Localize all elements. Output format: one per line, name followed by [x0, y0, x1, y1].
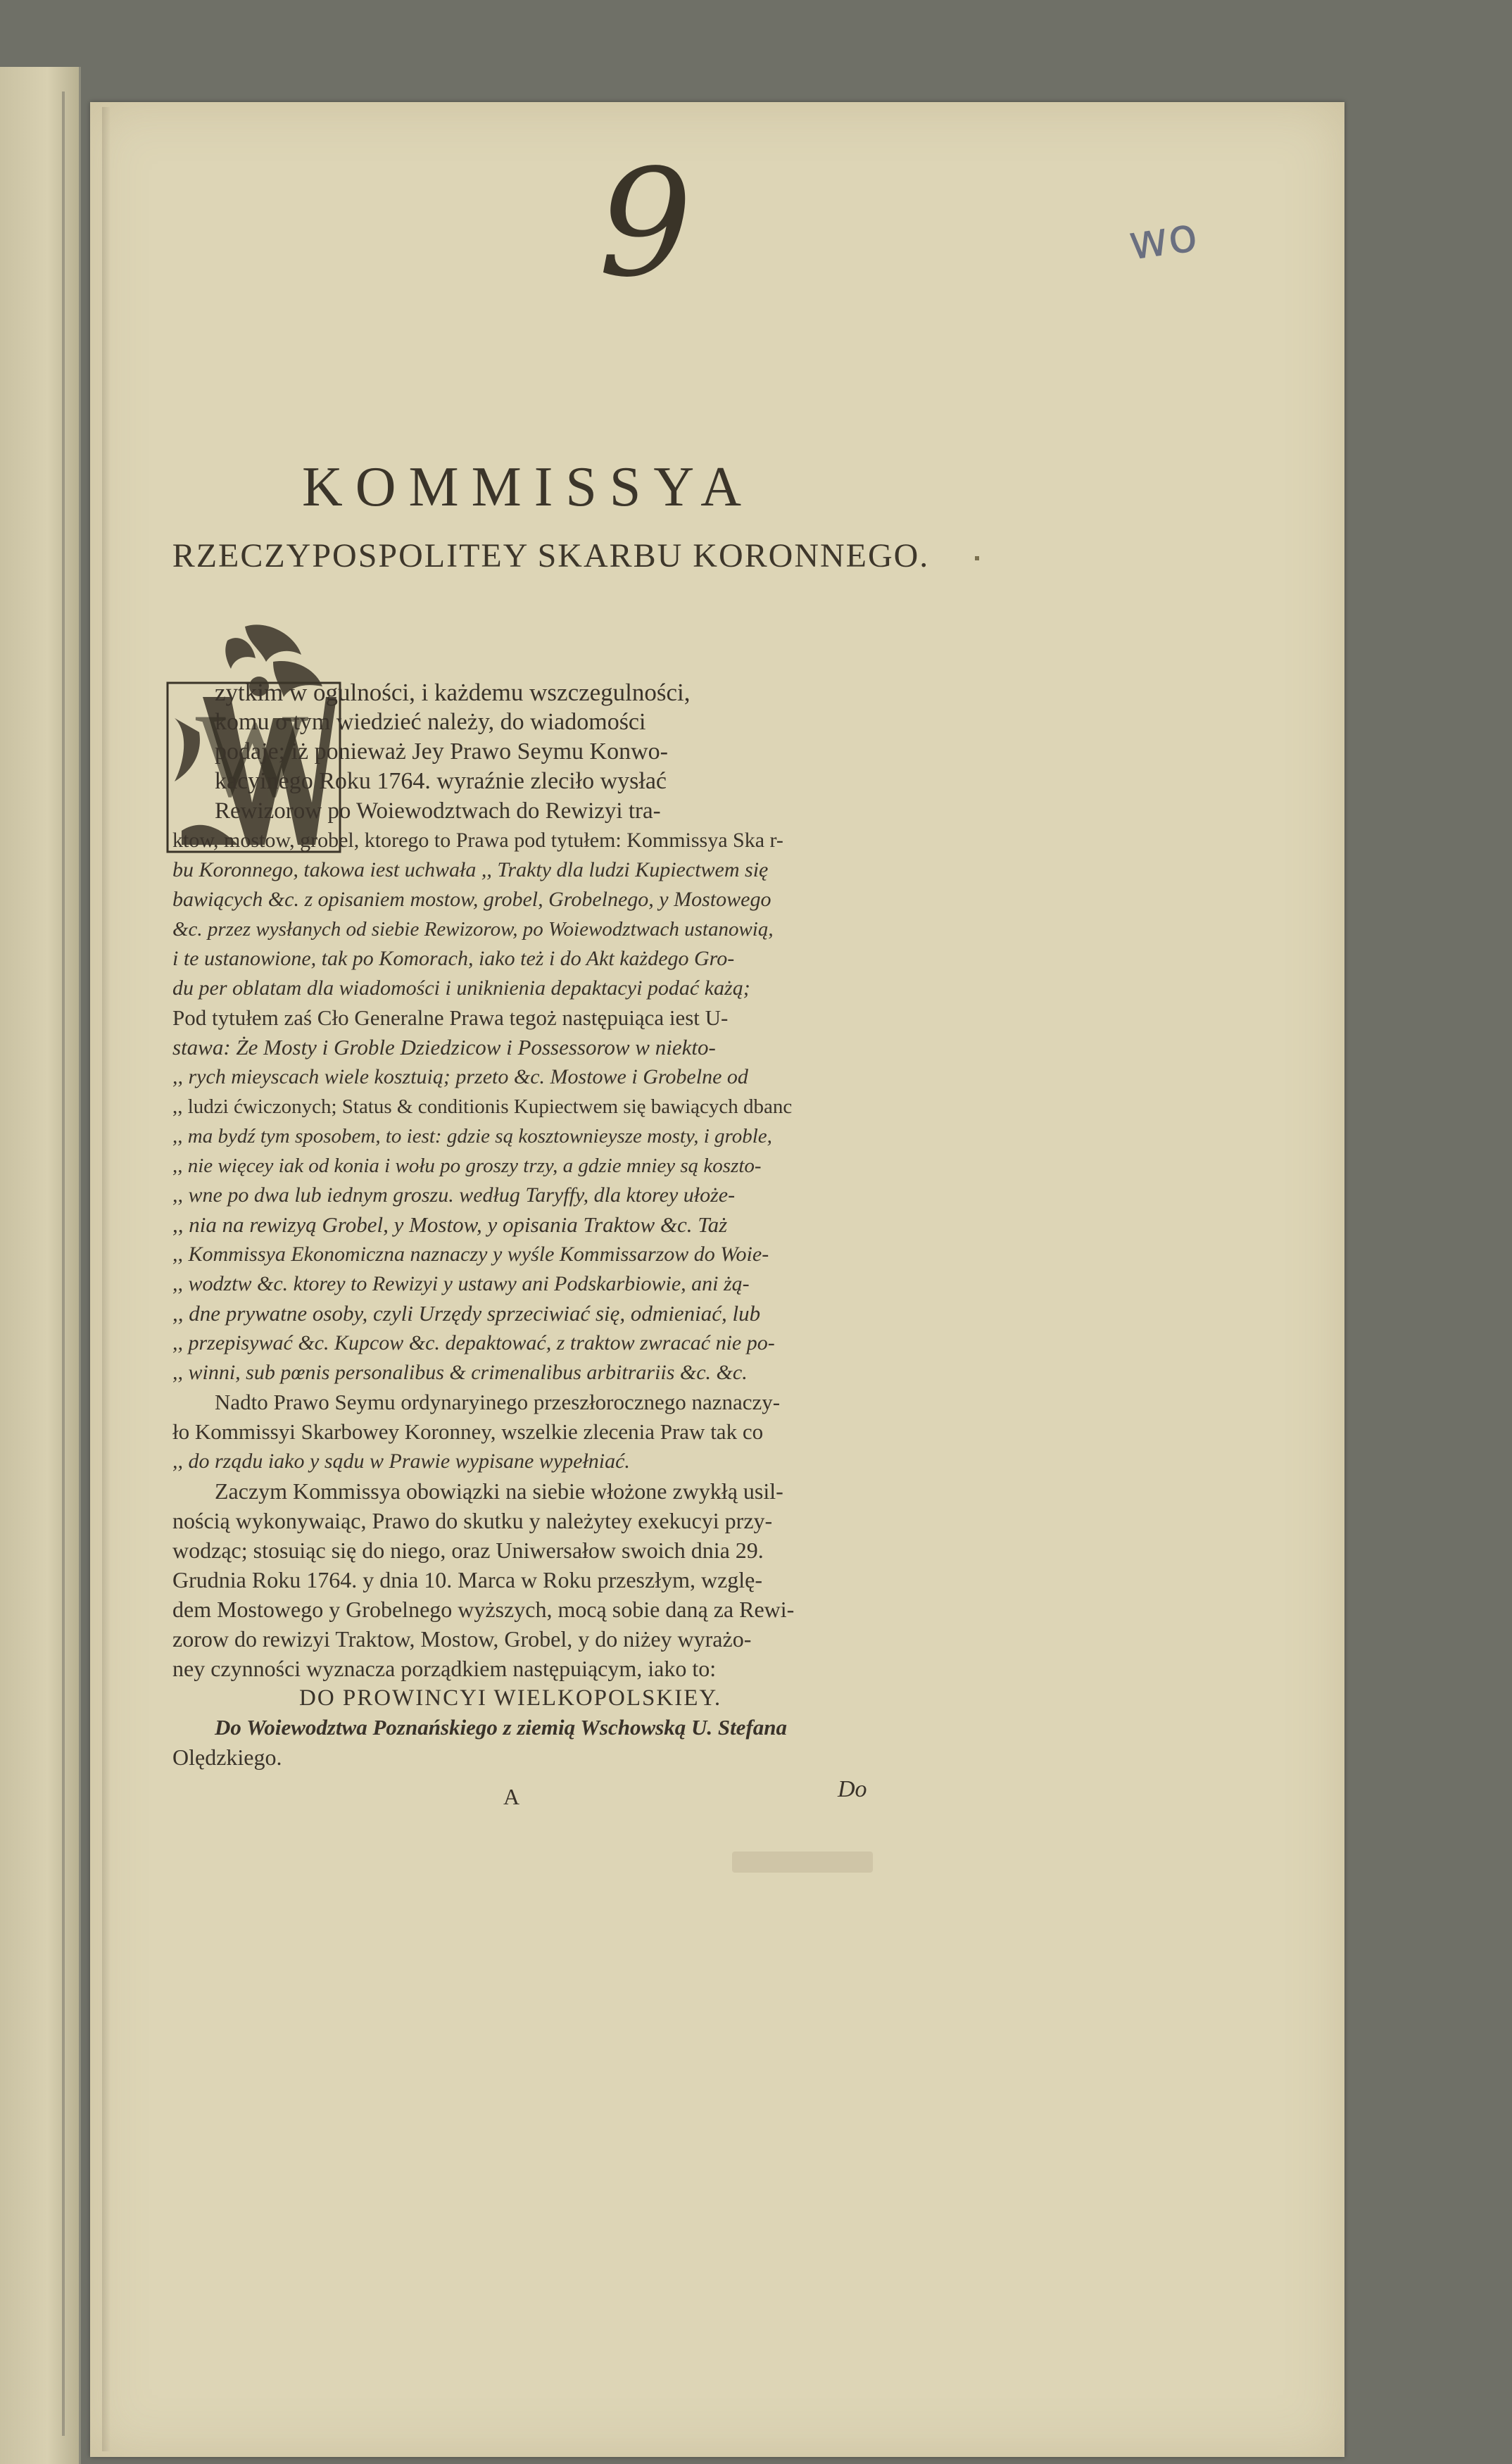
left-page-edge [0, 67, 81, 2464]
text-line: ,, ludzi ćwiczonych; Status & conditionis Kupiectwem się bawiących dbanc [172, 1095, 793, 1118]
left-page-shadow [62, 92, 65, 2436]
text-line: ,, wodztw &c. ktorey to Rewizyi y ustawy ani Podskarbiowie, ani żą- [172, 1272, 750, 1295]
text-line: ney czynności wyznacza porządkiem następuiącym, iako to: [172, 1656, 717, 1681]
text-line: Olędzkiego. [172, 1745, 282, 1770]
document-subtitle: RZECZYPOSPOLITEY SKARBU KORONNEGO. [172, 537, 930, 574]
text-line: bawiących &c. z opisaniem mostow, grobel, Grobelnego, y Mostowego [172, 888, 771, 911]
text-line: ,, wne po dwa lub iednym groszu. według Taryffy, dla ktorey ułoże- [172, 1183, 736, 1207]
text-line: ,, winni, sub pœnis personalibus & crimenalibus arbitrariis &c. &c. [172, 1361, 748, 1384]
text-line: kacyinego Roku 1764. wyraźnie zleciło wysłać [215, 768, 667, 794]
stray-ink-mark [975, 556, 979, 560]
text-line: stawa: Że Mosty i Groble Dziedzicow i Possessorow w niekto- [172, 1035, 716, 1060]
text-line: nością wykonywaiąc, Prawo do skutku y należytey exekucyi przy- [172, 1508, 773, 1533]
document-title: KOMMISSYA [301, 456, 755, 518]
text-line: zorow do rewizyi Traktow, Mostow, Grobel, y do niżey wyrażo- [172, 1626, 752, 1652]
text-line: komu o tym wiedzieć należy, do wiadomości [215, 709, 646, 735]
text-line: Zaczym Kommissya obowiązki na siebie włożone zwykłą usil- [215, 1478, 783, 1504]
manuscript-mark: wo [1125, 206, 1201, 272]
manuscript-page-number: 9 [598, 137, 693, 310]
text-line: ,, nie więcey iak od konia i wołu po groszy trzy, a gdzie mniey są koszto- [172, 1155, 762, 1177]
text-line: wodząc; stosuiąc się do niego, oraz Uniwersałow swoich dnia 29. [172, 1538, 764, 1563]
catchword: Do [838, 1776, 867, 1802]
page-gutter [102, 107, 111, 2451]
initial-letter-text: W [195, 689, 309, 822]
text-line: Nadto Prawo Seymu ordynaryinego przeszłorocznego naznaczy- [215, 1390, 781, 1414]
faint-stamp-trace [732, 1852, 873, 1873]
text-line: Grudnia Roku 1764. y dnia 10. Marca w Roku przeszłym, wzglę- [172, 1567, 763, 1592]
text-line: du per oblatam dla wiadomości i uniknienia depaktacyi podać każą; [172, 976, 750, 1000]
text-line: dem Mostowego y Grobelnego wyższych, mocą sobie daną za Rewi- [172, 1597, 795, 1622]
text-line: bu Koronnego, takowa iest uchwała ,, Trakty dla ludzi Kupiectwem się [172, 858, 769, 881]
section-heading: DO PROWINCYI WIELKOPOLSKIEY. [299, 1685, 722, 1711]
text-line: Pod tytułem zaś Cło Generalne Prawa tegoż następuiąca iest U- [172, 1005, 729, 1030]
text-line: ktow, mostow, grobel, ktorego to Prawa pod tytułem: Kommissya Ska r- [172, 829, 783, 852]
text-line: Do Woiewodztwa Poznańskiego z ziemią Wschowską U. Stefana [215, 1715, 788, 1740]
text-line: ,, do rządu iako y sądu w Prawie wypisane wypełniać. [172, 1450, 630, 1473]
text-line: ,, Kommissya Ekonomiczna naznaczy y wyśle Kommissarzow do Woie- [172, 1243, 769, 1266]
signature-mark: A [503, 1784, 520, 1809]
text-line: ,, rych mieyscach wiele kosztuią; przeto &c. Mostowe i Grobelne od [172, 1065, 748, 1088]
text-line: ,, przepisywać &c. Kupcow &c. depaktować, z traktow zwracać nie po- [172, 1331, 775, 1354]
text-line: ,, ma bydź tym sposobem, to iest: gdzie są kosztownieysze mosty, i groble, [172, 1125, 772, 1148]
text-line: zytkim w ogulności, i każdemu wszczegulności, [215, 679, 691, 706]
text-line: Rewizorow po Woiewodztwach do Rewizyi tra- [215, 798, 661, 824]
text-line: podaje; iż ponieważ Jey Prawo Seymu Konwo- [215, 738, 668, 765]
text-line: ,, nia na rewizyą Grobel, y Mostow, y opisania Traktow &c. Taż [172, 1212, 728, 1237]
text-line: ło Kommissyi Skarbowey Koronney, wszelkie zlecenia Praw tak co [172, 1419, 764, 1444]
text-line: ,, dne prywatne osoby, czyli Urzędy sprzeciwiać się, odmieniać, lub [172, 1301, 761, 1326]
text-line: i te ustanowione, tak po Komorach, iako też i do Akt każdego Gro- [172, 947, 735, 970]
text-line: &c. przez wysłanych od siebie Rewizorow, po Woiewodztwach ustanowią, [172, 918, 774, 941]
